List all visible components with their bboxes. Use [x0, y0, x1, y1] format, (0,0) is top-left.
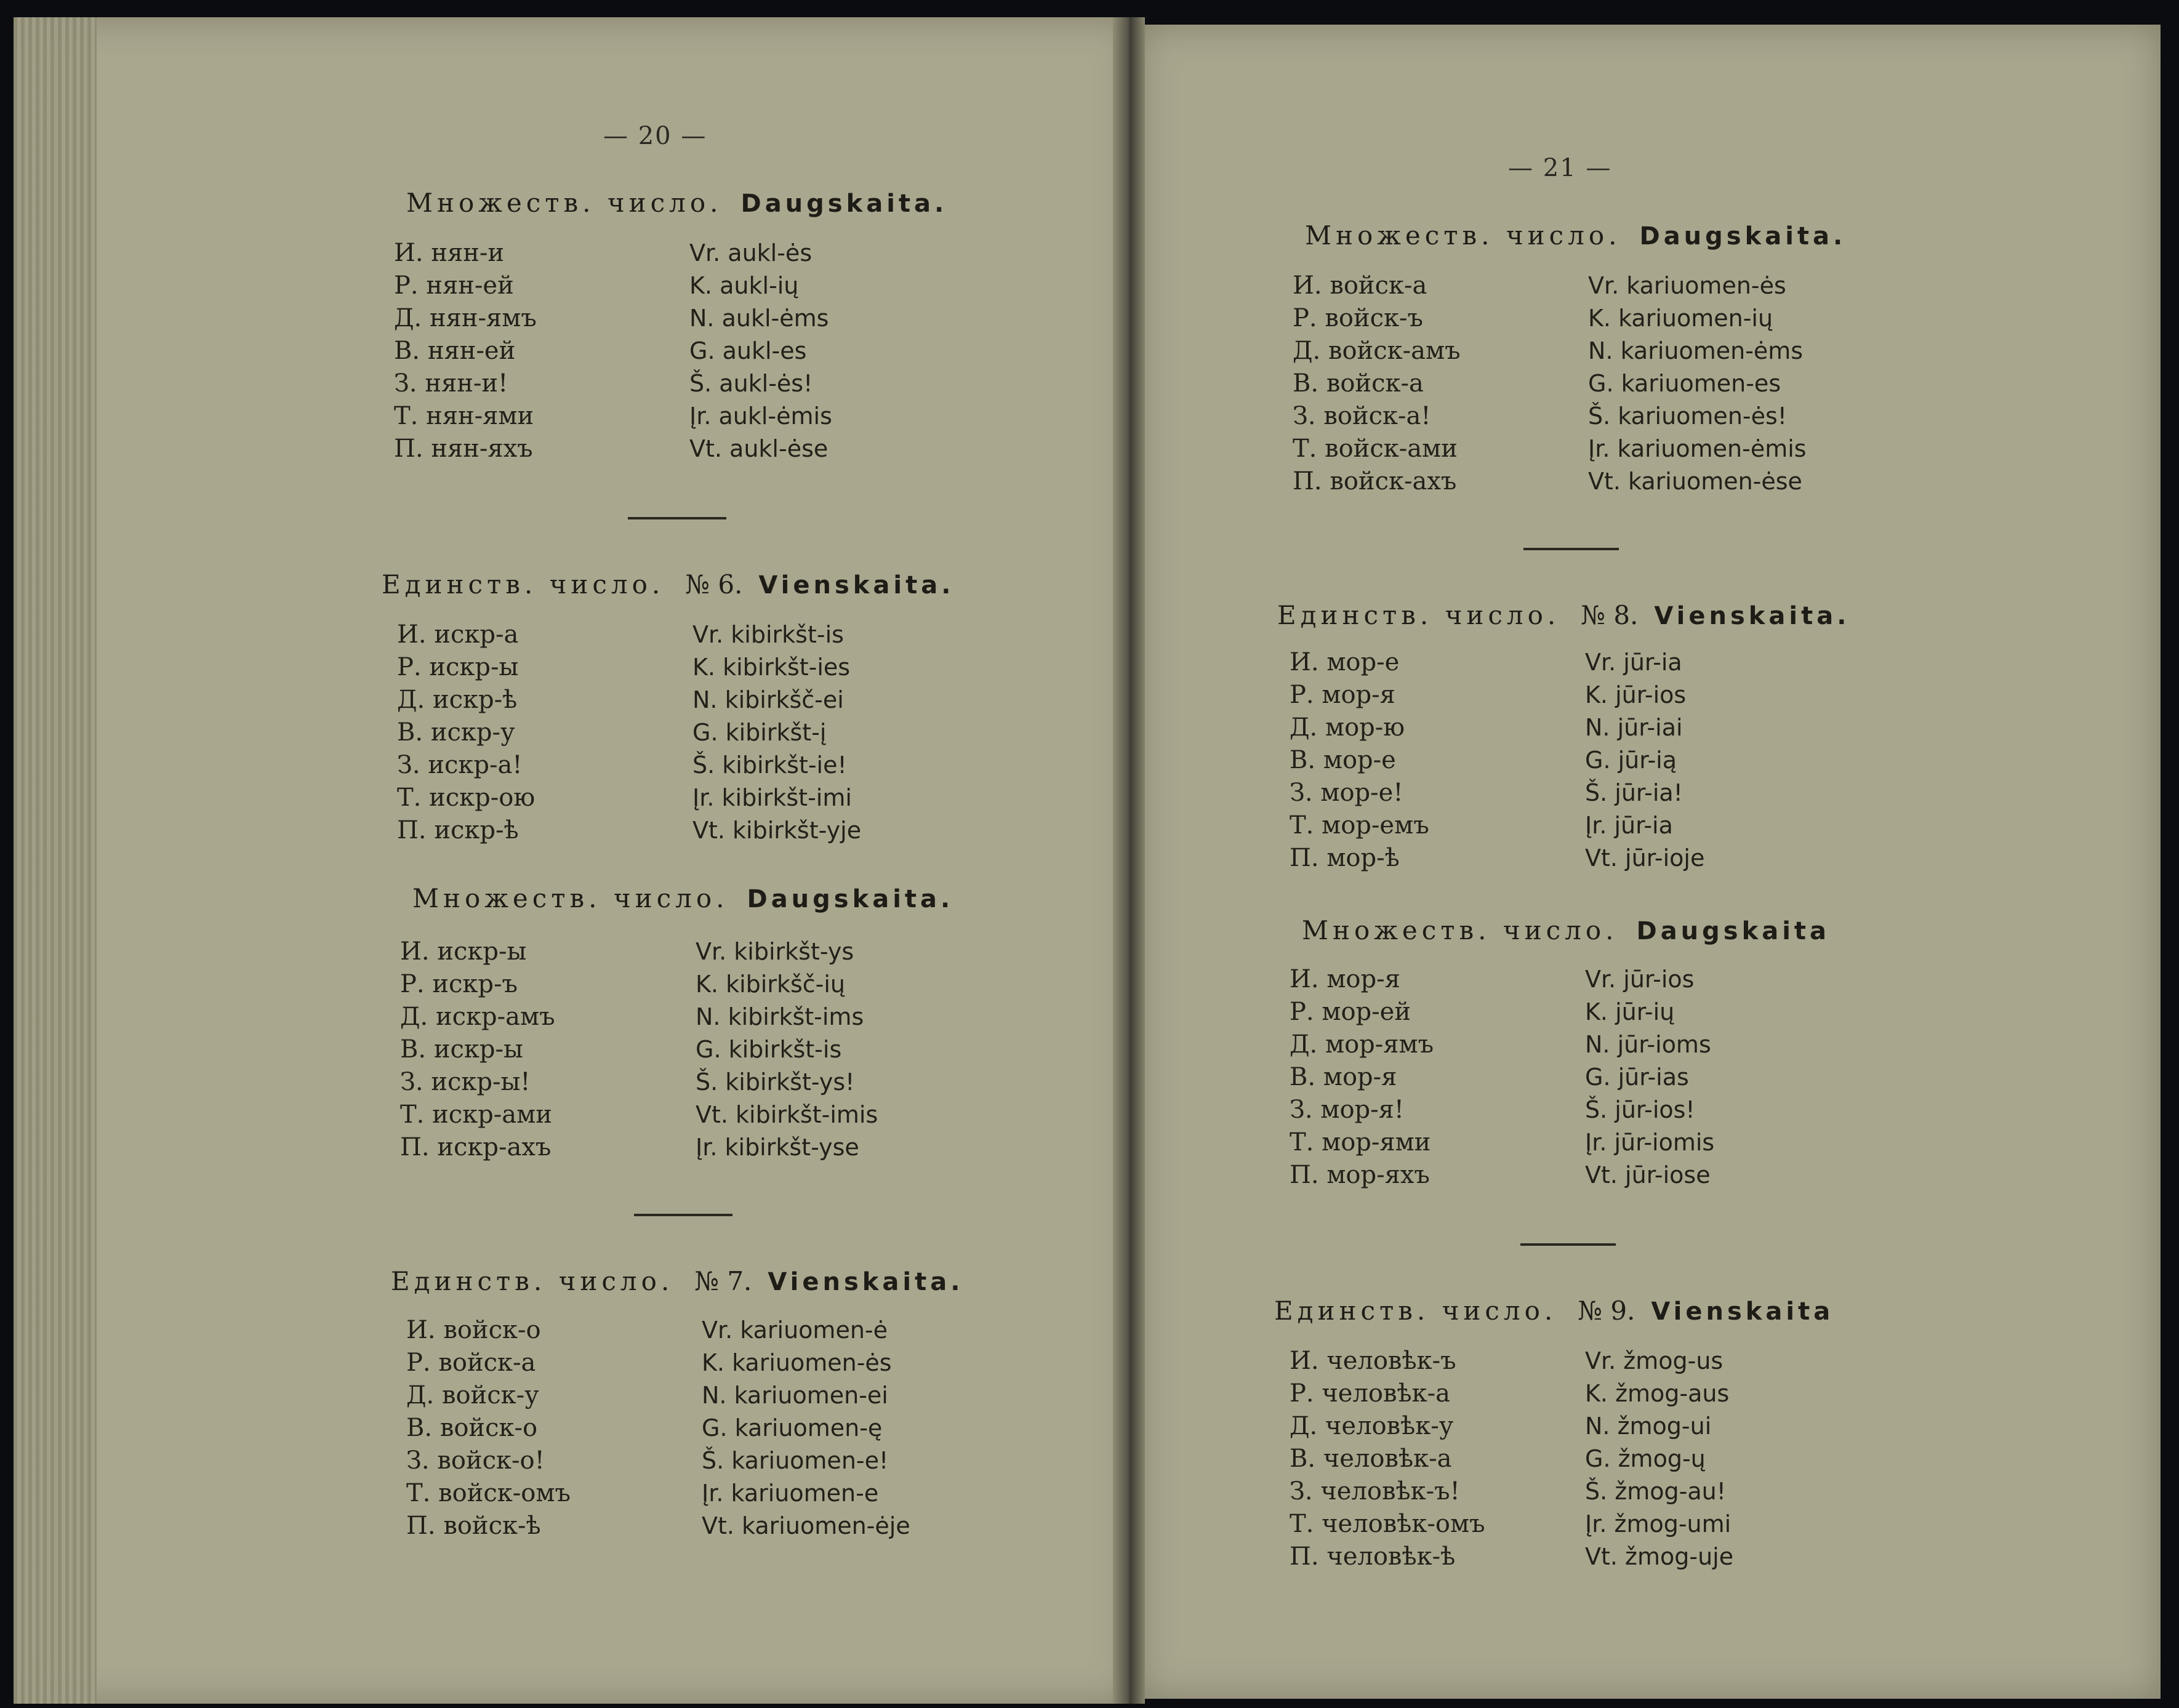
- russian-form: Т. войск-ами: [1293, 435, 1458, 463]
- section-heading: [1277, 600, 1850, 630]
- lithuanian-form: G. aukl-es: [689, 337, 807, 364]
- page-number-left: — 20 —: [603, 122, 707, 150]
- left-page: [14, 17, 1133, 1704]
- lithuanian-form: Š. kariuomen-ės!: [1588, 403, 1788, 430]
- lithuanian-form: K. jūr-ios: [1585, 681, 1687, 708]
- lithuanian-form: G. jūr-ias: [1585, 1064, 1689, 1091]
- russian-form: З. нян-и!: [394, 369, 508, 398]
- book-gutter: [1113, 17, 1145, 1704]
- russian-form: Д. войск-амъ: [1293, 337, 1461, 365]
- russian-form: З. искр-а!: [397, 751, 523, 779]
- lithuanian-form: G. kibirkšt-į: [692, 719, 827, 746]
- lithuanian-form: Š. kibirkšt-ys!: [696, 1069, 855, 1096]
- russian-form: Р. войск-а: [406, 1349, 536, 1377]
- lithuanian-form: G. kibirkšt-is: [696, 1036, 842, 1063]
- russian-form: И. нян-и: [394, 239, 505, 267]
- section-divider: [634, 1214, 732, 1216]
- lithuanian-form: Vt. kibirkšt-imis: [696, 1101, 878, 1128]
- russian-form: И. искр-а: [397, 620, 519, 649]
- lithuanian-form: Vt. aukl-ėse: [689, 435, 829, 462]
- heading-russian: Единств. число.: [1277, 600, 1560, 630]
- russian-form: В. мор-я: [1290, 1063, 1397, 1091]
- lithuanian-form: G. jūr-ią: [1585, 747, 1677, 774]
- russian-form: З. мор-я!: [1290, 1096, 1404, 1124]
- russian-form: Т. человѣк-омъ: [1290, 1510, 1485, 1538]
- russian-form: П. мор-ѣ: [1290, 844, 1400, 872]
- russian-form: И. человѣк-ъ: [1290, 1347, 1456, 1375]
- heading-russian: Множеств. число.: [1305, 220, 1621, 251]
- russian-form: З. войск-а!: [1293, 402, 1431, 430]
- russian-form: Д. нян-ямъ: [394, 304, 537, 332]
- russian-form: Д. войск-у: [406, 1381, 539, 1409]
- section-heading: [1274, 1296, 1834, 1326]
- heading-russian: Множеств. число.: [1302, 915, 1618, 945]
- section-heading: [412, 883, 953, 913]
- russian-form: Т. искр-ами: [400, 1101, 552, 1129]
- section-divider: [1520, 1243, 1616, 1246]
- lithuanian-form: K. aukl-ių: [689, 272, 799, 299]
- russian-form: Т. искр-ою: [397, 784, 536, 812]
- section-heading: [1302, 915, 1830, 945]
- page-edges: [14, 17, 97, 1704]
- lithuanian-form: N. kariuomen-ėms: [1588, 337, 1804, 364]
- heading-number: № 7.: [694, 1266, 752, 1296]
- lithuanian-form: Vt. kibirkšt-yje: [692, 817, 862, 844]
- lithuanian-form: Įr. jūr-ia: [1585, 812, 1673, 839]
- section-heading: [406, 188, 947, 218]
- russian-form: В. искр-у: [397, 718, 515, 747]
- heading-lithuanian: Daugskaita: [1636, 917, 1831, 945]
- heading-russian: Множеств. число.: [406, 188, 723, 218]
- russian-form: В. нян-ей: [394, 337, 516, 365]
- russian-form: П. войск-ѣ: [406, 1512, 541, 1540]
- lithuanian-form: K. kibirkšč-ių: [696, 971, 845, 998]
- lithuanian-form: N. jūr-ioms: [1585, 1031, 1711, 1058]
- russian-form: Д. мор-ю: [1290, 713, 1405, 742]
- lithuanian-form: N. aukl-ėms: [689, 305, 829, 332]
- lithuanian-form: Įr. jūr-iomis: [1585, 1129, 1715, 1156]
- heading-number: № 9.: [1578, 1296, 1635, 1326]
- section-divider: [628, 517, 726, 519]
- section-heading: [1305, 220, 1846, 251]
- lithuanian-form: Vr. kariuomen-ė: [702, 1317, 888, 1344]
- lithuanian-form: N. kibirkšč-ei: [692, 686, 844, 713]
- page-number-right: — 21 —: [1508, 154, 1612, 182]
- russian-form: Р. мор-ей: [1290, 998, 1411, 1026]
- russian-form: Т. войск-омъ: [406, 1479, 571, 1507]
- lithuanian-form: Įr. kariuomen-e: [702, 1480, 879, 1507]
- heading-russian: Единств. число.: [382, 569, 665, 599]
- lithuanian-form: N. jūr-iai: [1585, 714, 1683, 741]
- lithuanian-form: Įr. aukl-ėmis: [689, 403, 832, 430]
- lithuanian-form: Vr. jūr-ia: [1585, 649, 1682, 676]
- lithuanian-form: Vt. žmog-uje: [1585, 1543, 1734, 1570]
- russian-form: Р. искр-ы: [397, 653, 519, 681]
- russian-form: В. войск-о: [406, 1414, 538, 1442]
- lithuanian-form: Vr. jūr-ios: [1585, 966, 1695, 993]
- lithuanian-form: G. kariuomen-es: [1588, 370, 1781, 397]
- lithuanian-form: Įr. kibirkšt-imi: [692, 784, 852, 811]
- russian-form: Т. мор-емъ: [1290, 811, 1429, 840]
- section-divider: [1523, 548, 1619, 550]
- russian-form: П. войск-ахъ: [1293, 467, 1457, 495]
- lithuanian-form: K. kariuomen-ės: [702, 1349, 892, 1376]
- lithuanian-form: N. kariuomen-ei: [702, 1382, 888, 1409]
- lithuanian-form: Vr. aukl-ės: [689, 239, 813, 267]
- lithuanian-form: G. žmog-ų: [1585, 1445, 1706, 1472]
- lithuanian-form: Įr. žmog-umi: [1585, 1510, 1732, 1538]
- heading-lithuanian: Daugskaita.: [1639, 222, 1847, 251]
- lithuanian-form: Vr. kibirkšt-is: [692, 621, 844, 648]
- section-heading: [391, 1266, 963, 1296]
- lithuanian-form: K. kibirkšt-ies: [692, 654, 851, 681]
- lithuanian-form: Vt. kariuomen-ėse: [1588, 468, 1802, 495]
- lithuanian-form: Vt. jūr-iose: [1585, 1161, 1711, 1189]
- lithuanian-form: Š. aukl-ės!: [689, 370, 813, 397]
- lithuanian-form: Vr. žmog-us: [1585, 1347, 1724, 1374]
- russian-form: П. мор-яхъ: [1290, 1161, 1430, 1189]
- russian-form: Д. искр-амъ: [400, 1003, 555, 1031]
- russian-form: И. искр-ы: [400, 937, 527, 966]
- lithuanian-form: Įr. kibirkšt-yse: [696, 1134, 859, 1161]
- heading-lithuanian: Vienskaita.: [768, 1268, 964, 1296]
- lithuanian-form: Vt. kariuomen-ėje: [702, 1512, 910, 1539]
- lithuanian-form: Vr. kibirkšt-ys: [696, 938, 854, 965]
- russian-form: З. мор-е!: [1290, 779, 1403, 807]
- heading-number: № 8.: [1581, 600, 1639, 630]
- russian-form: П. нян-яхъ: [394, 435, 533, 463]
- lithuanian-form: N. kibirkšt-ims: [696, 1003, 864, 1030]
- russian-form: В. искр-ы: [400, 1035, 523, 1064]
- russian-form: П. человѣк-ѣ: [1290, 1542, 1456, 1571]
- heading-russian: Единств. число.: [391, 1266, 674, 1296]
- russian-form: И. войск-о: [406, 1316, 541, 1344]
- lithuanian-form: Š. jūr-ia!: [1585, 779, 1683, 806]
- russian-form: З. искр-ы!: [400, 1068, 531, 1096]
- lithuanian-form: K. žmog-aus: [1585, 1380, 1730, 1407]
- lithuanian-form: N. žmog-ui: [1585, 1413, 1712, 1440]
- russian-form: Р. войск-ъ: [1293, 304, 1423, 332]
- russian-form: Р. нян-ей: [394, 271, 514, 300]
- lithuanian-form: K. kariuomen-ių: [1588, 305, 1773, 332]
- heading-lithuanian: Vienskaita.: [1654, 602, 1850, 630]
- russian-form: Т. нян-ями: [394, 402, 534, 430]
- russian-form: З. войск-о!: [406, 1446, 545, 1475]
- russian-form: П. искр-ѣ: [397, 816, 519, 844]
- russian-form: Д. человѣк-у: [1290, 1412, 1454, 1440]
- lithuanian-form: Vr. kariuomen-ės: [1588, 272, 1786, 299]
- heading-number: № 6.: [685, 569, 743, 599]
- russian-form: В. мор-е: [1290, 746, 1396, 774]
- heading-lithuanian: Daugskaita.: [740, 190, 948, 218]
- russian-form: И. мор-е: [1290, 648, 1400, 676]
- russian-form: В. войск-а: [1293, 369, 1424, 398]
- russian-form: В. человѣк-а: [1290, 1445, 1452, 1473]
- russian-form: Р. человѣк-а: [1290, 1379, 1450, 1408]
- heading-lithuanian: Vienskaita: [1651, 1297, 1834, 1326]
- heading-russian: Множеств. число.: [412, 883, 729, 913]
- lithuanian-form: Š. jūr-ios!: [1585, 1096, 1695, 1123]
- lithuanian-form: Vt. jūr-ioje: [1585, 844, 1705, 872]
- russian-form: З. человѣк-ъ!: [1290, 1477, 1460, 1506]
- lithuanian-form: G. kariuomen-ę: [702, 1414, 883, 1441]
- russian-form: Д. мор-ямъ: [1290, 1030, 1434, 1059]
- lithuanian-form: Š. kariuomen-e!: [702, 1447, 889, 1474]
- lithuanian-form: Įr. kariuomen-ėmis: [1588, 435, 1807, 462]
- lithuanian-form: K. jūr-ių: [1585, 998, 1675, 1025]
- lithuanian-form: Š. žmog-au!: [1585, 1478, 1726, 1505]
- russian-form: П. искр-ахъ: [400, 1133, 552, 1161]
- heading-lithuanian: Daugskaita.: [747, 885, 954, 913]
- russian-form: И. мор-я: [1290, 965, 1400, 993]
- russian-form: Р. искр-ъ: [400, 970, 518, 998]
- heading-russian: Единств. число.: [1274, 1296, 1557, 1326]
- russian-form: Т. мор-ями: [1290, 1128, 1431, 1157]
- heading-lithuanian: Vienskaita.: [758, 571, 955, 599]
- russian-form: Р. мор-я: [1290, 681, 1395, 709]
- russian-form: Д. искр-ѣ: [397, 686, 518, 714]
- section-heading: [382, 569, 954, 599]
- lithuanian-form: Š. kibirkšt-ie!: [692, 752, 847, 779]
- russian-form: И. войск-а: [1293, 271, 1427, 300]
